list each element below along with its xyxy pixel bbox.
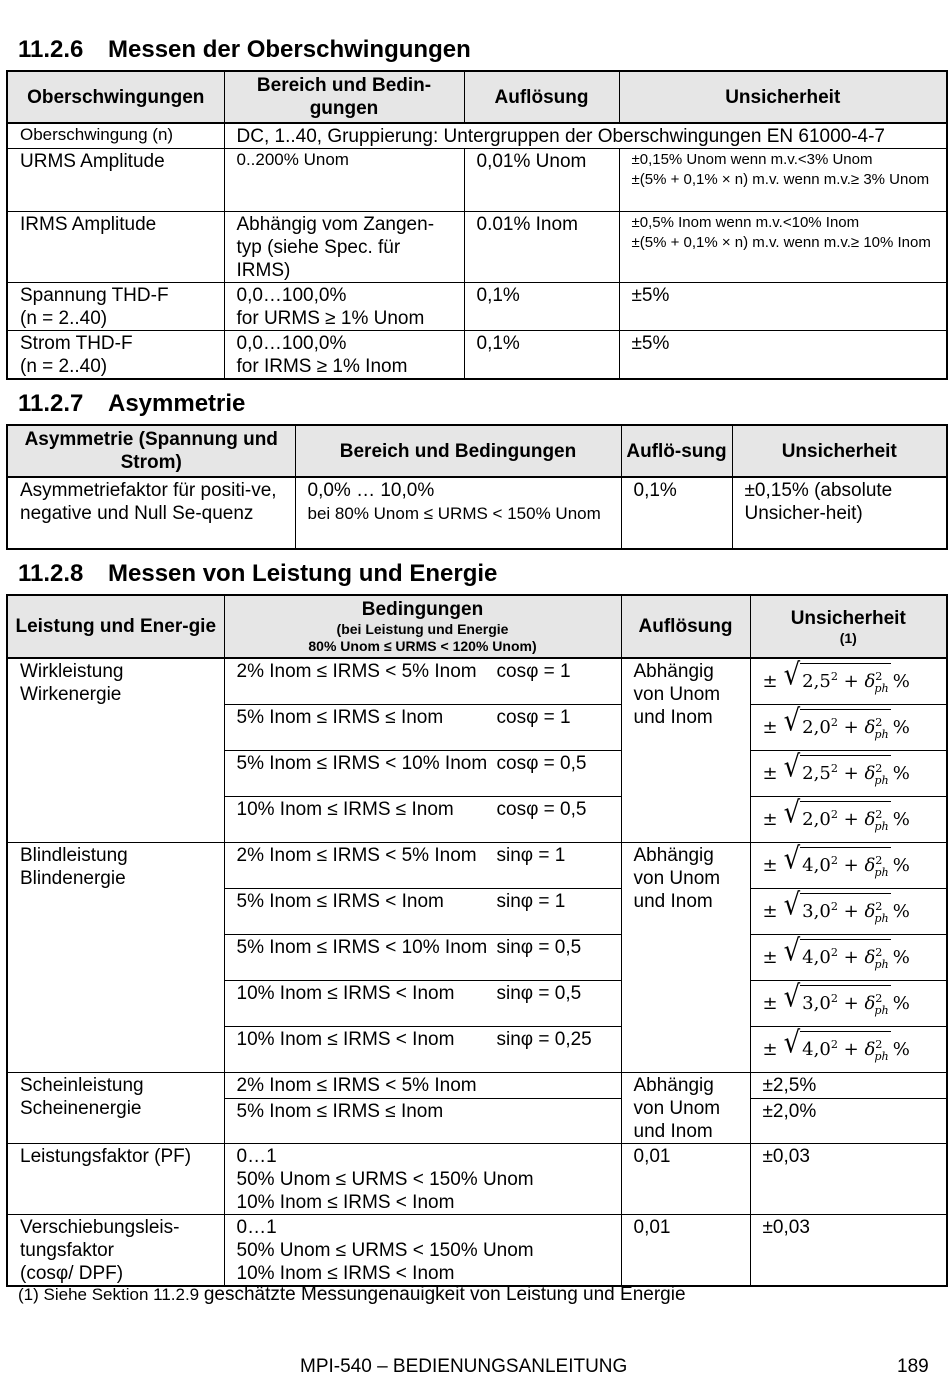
- section-heading-harmonics: [18, 36, 471, 64]
- exponent: 2: [875, 992, 883, 1006]
- exponent: 2: [875, 900, 883, 914]
- footnote: [18, 1284, 686, 1306]
- cell: [295, 477, 621, 549]
- radicand: [800, 893, 891, 930]
- header-subline: (bei Leistung und Energie: [336, 621, 509, 637]
- percent-sign: %: [892, 947, 910, 968]
- cell: ±5%: [619, 283, 947, 331]
- column-header: Auflö-sung: [621, 425, 732, 477]
- cell: IRMS Amplitude: [7, 212, 224, 283]
- section-number: 11.2.6: [18, 36, 84, 63]
- cell-line: 50% Unom ≤ URMS < 150% Unom: [236, 1239, 534, 1261]
- exponent: 2: [875, 716, 883, 730]
- percent-sign: %: [892, 993, 910, 1014]
- table-header-row: [7, 595, 947, 658]
- cell: 0.01% Inom: [464, 212, 619, 283]
- delta-subscript: ph: [874, 819, 889, 833]
- uncertainty-value: 2,5: [802, 671, 831, 693]
- cell: [750, 980, 947, 1026]
- square-root: [783, 658, 891, 700]
- exponent: 2: [830, 716, 838, 730]
- uncertainty-formula: [762, 934, 910, 976]
- cell: [621, 842, 750, 1072]
- square-root: [783, 750, 891, 792]
- radical-icon: √: [783, 704, 801, 739]
- exponent: 2: [875, 1038, 883, 1052]
- radicand: [800, 985, 891, 1022]
- cell-line: for IRMS ≥ 1% Inom: [236, 356, 408, 377]
- cell: 0,1%: [464, 283, 619, 331]
- delta-symbol: δ: [864, 855, 876, 877]
- plus-minus-sign: ±: [762, 855, 778, 876]
- plus-sign: +: [837, 947, 865, 969]
- cell: [224, 331, 464, 380]
- radicand: [800, 801, 891, 838]
- uncertainty-value: 2,0: [802, 809, 831, 831]
- cell-line: Verschiebungsleis-: [20, 1216, 180, 1238]
- phase-condition: cosφ = 0,5: [496, 752, 587, 774]
- radical-icon: √: [783, 796, 801, 831]
- cell: [750, 934, 947, 980]
- cell-line: 0,0…100,0%: [236, 285, 347, 306]
- plus-sign: +: [837, 763, 865, 785]
- condition: [237, 936, 615, 959]
- current-range: 5% Inom ≤ IRMS < 10% Inom: [236, 752, 488, 774]
- table-header-row: [7, 425, 947, 477]
- cell: [224, 704, 621, 750]
- uncertainty-value: 2,5: [802, 763, 831, 785]
- condition: [237, 660, 615, 683]
- cell: DC, 1..40, Gruppierung: Untergruppen der Oberschwingungen EN 61000-4-7: [224, 123, 947, 149]
- current-range: 10% Inom ≤ IRMS < Inom: [236, 1028, 455, 1050]
- current-range: 2% Inom ≤ IRMS < 5% Inom: [236, 844, 477, 866]
- delta-symbol: δ: [864, 671, 876, 693]
- cell-line: Scheinenergie: [20, 1097, 142, 1119]
- cell-line: Scheinleistung: [20, 1074, 144, 1096]
- plus-minus-sign: ±: [762, 717, 778, 738]
- delta-subscript: ph: [874, 911, 889, 925]
- cell: ±0,15% (absolute Unsicher-heit): [732, 477, 947, 549]
- exponent: 2: [830, 670, 838, 684]
- radical-icon: √: [783, 842, 801, 877]
- cell-line: Abhängig: [633, 844, 714, 866]
- square-root: [783, 704, 891, 746]
- cell: [619, 212, 947, 283]
- plus-sign: +: [837, 855, 865, 877]
- cell: ±2,5%: [750, 1072, 947, 1098]
- power-energy-table: [6, 594, 948, 1287]
- asymmetry-table: [6, 424, 948, 550]
- exponent: 2: [875, 808, 883, 822]
- radical-icon: √: [783, 1026, 801, 1061]
- delta-symbol: δ: [864, 717, 876, 739]
- radicand: [800, 755, 891, 792]
- delta-subscript: ph: [874, 957, 889, 971]
- plus-sign: +: [837, 901, 865, 923]
- plus-minus-sign: ±: [762, 947, 778, 968]
- radicand: [800, 847, 891, 884]
- delta-symbol: δ: [864, 809, 876, 831]
- column-header: Asymmetrie (Spannung und Strom): [7, 425, 295, 477]
- column-header: Auflösung: [621, 595, 750, 658]
- plus-minus-sign: ±: [762, 901, 778, 922]
- cell-line: Wirkenergie: [20, 684, 122, 705]
- column-header: Auflösung: [464, 71, 619, 123]
- current-range: 2% Inom ≤ IRMS < 5% Inom: [236, 661, 477, 682]
- section-number: 11.2.8: [18, 560, 84, 587]
- phase-condition: sinφ = 1: [496, 890, 566, 912]
- cell: [750, 842, 947, 888]
- footnote-ref: (1) Siehe Sektion 11.2.9: [18, 1285, 204, 1304]
- radical-icon: √: [783, 980, 801, 1015]
- cell: [224, 842, 621, 888]
- cell: [224, 934, 621, 980]
- exponent: 2: [830, 854, 838, 868]
- cell: Leistungsfaktor (PF): [7, 1143, 224, 1214]
- cell: ±2,0%: [750, 1098, 947, 1143]
- radicand: [800, 709, 891, 746]
- section-number: 11.2.7: [18, 390, 84, 417]
- cell: [224, 658, 621, 704]
- exponent: 2: [830, 1038, 838, 1052]
- cell: URMS Amplitude: [7, 149, 224, 212]
- uncertainty-value: 2,0: [802, 717, 831, 739]
- header-subline: 80% Unom ≤ URMS < 120% Unom): [308, 638, 537, 654]
- condition: [237, 752, 615, 775]
- percent-sign: %: [892, 901, 910, 922]
- section-heading-asymmetry: [18, 390, 245, 418]
- cell-line: Blindleistung: [20, 844, 128, 866]
- cell: [619, 149, 947, 212]
- table-row: [7, 477, 947, 549]
- exponent: 2: [830, 762, 838, 776]
- cell: [224, 1026, 621, 1072]
- cell: 0,01: [621, 1143, 750, 1214]
- table-row: [7, 212, 947, 283]
- plus-sign: +: [837, 809, 865, 831]
- cell-line: ±(5% + 0,1% × n) m.v. wenn m.v.≥ 10% Inom: [631, 234, 931, 251]
- exponent: 2: [875, 854, 883, 868]
- cell-line: Strom THD-F: [20, 333, 133, 354]
- power-table-body: [7, 658, 947, 1286]
- square-root: [783, 934, 891, 976]
- percent-sign: %: [892, 855, 910, 876]
- cell-line: und Inom: [633, 890, 713, 912]
- cell: [224, 980, 621, 1026]
- cell-line: ±0,15% Unom wenn m.v.<3% Unom: [631, 151, 873, 168]
- uncertainty-value: 4,0: [802, 1039, 831, 1061]
- cell: 2% Inom ≤ IRMS < 5% Inom: [224, 1072, 621, 1098]
- condition: [237, 982, 615, 1005]
- header-line: Unsicherheit: [790, 607, 906, 629]
- column-header: Unsicherheit: [619, 71, 947, 123]
- uncertainty-formula: [762, 750, 910, 792]
- radicand: [800, 663, 891, 700]
- cell: Asymmetriefaktor für positi-ve, negative und Null Se-quenz: [7, 477, 295, 549]
- cell-line: und Inom: [633, 707, 713, 728]
- cell: [7, 842, 224, 1072]
- current-range: 5% Inom ≤ IRMS < Inom: [236, 890, 444, 912]
- uncertainty-formula: [762, 796, 910, 838]
- uncertainty-value: 4,0: [802, 947, 831, 969]
- plus-sign: +: [837, 1039, 865, 1061]
- header-line: Bedingungen: [361, 599, 484, 620]
- cell-line: 0,0% … 10,0%: [307, 480, 435, 501]
- condition: [237, 798, 615, 821]
- column-header: Bereich und Bedin-gungen: [224, 71, 464, 123]
- table-row: [7, 123, 947, 149]
- uncertainty-formula: [762, 658, 910, 700]
- plus-minus-sign: ±: [762, 671, 778, 693]
- radical-icon: √: [783, 888, 801, 923]
- uncertainty-formula: [762, 1026, 910, 1068]
- cell-line: (n = 2..40): [20, 308, 108, 329]
- current-range: 5% Inom ≤ IRMS < 10% Inom: [236, 936, 488, 958]
- current-range: 10% Inom ≤ IRMS ≤ Inom: [236, 798, 454, 820]
- exponent: 2: [875, 670, 883, 684]
- delta-subscript: ph: [874, 773, 889, 787]
- cell-line: bei 80% Unom ≤ URMS < 150% Unom: [307, 504, 601, 523]
- delta-subscript: ph: [874, 727, 889, 741]
- phase-condition: cosφ = 1: [496, 706, 571, 728]
- square-root: [783, 888, 891, 930]
- cell-line: Wirkleistung: [20, 661, 124, 682]
- square-root: [783, 980, 891, 1022]
- square-root: [783, 842, 891, 884]
- column-header: [750, 595, 947, 658]
- exponent: 2: [875, 762, 883, 776]
- footnote-text: geschätzte Messungenauigkeit von Leistung und Energie: [203, 1284, 686, 1305]
- current-range: 5% Inom ≤ IRMS ≤ Inom: [236, 706, 444, 728]
- square-root: [783, 796, 891, 838]
- radicand: [800, 1031, 891, 1068]
- cell: [7, 331, 224, 380]
- cell: Oberschwingung (n): [7, 123, 224, 149]
- cell: 0,01% Unom: [464, 149, 619, 212]
- delta-symbol: δ: [864, 993, 876, 1015]
- cell: [224, 1214, 621, 1286]
- condition: [237, 706, 615, 729]
- table-row: [7, 1072, 947, 1098]
- delta-subscript: ph: [874, 1049, 889, 1063]
- cell: ±0,03: [750, 1143, 947, 1214]
- table-row: [7, 658, 947, 704]
- uncertainty-value: 3,0: [802, 993, 831, 1015]
- table-header-row: [7, 71, 947, 123]
- delta-subscript: ph: [874, 682, 889, 696]
- plus-minus-sign: ±: [762, 993, 778, 1014]
- table-row: [7, 283, 947, 331]
- delta-symbol: δ: [864, 763, 876, 785]
- cell: 0..200% Unom: [224, 149, 464, 212]
- cell: [224, 796, 621, 842]
- section-title: Messen von Leistung und Energie: [108, 560, 498, 587]
- cell: [750, 658, 947, 704]
- cell: [224, 283, 464, 331]
- cell-line: tungsfaktor: [20, 1239, 114, 1261]
- cell: 0,01: [621, 1214, 750, 1286]
- uncertainty-formula: [762, 842, 910, 884]
- exponent: 2: [830, 900, 838, 914]
- uncertainty-formula: [762, 704, 910, 746]
- radical-icon: √: [783, 658, 801, 693]
- condition: [237, 844, 615, 867]
- cell: [224, 1143, 621, 1214]
- cell-line: von Unom: [633, 867, 721, 889]
- cell: [7, 658, 224, 842]
- phase-condition: sinφ = 0,5: [496, 936, 582, 958]
- cell-line: ±(5% + 0,1% × n) m.v. wenn m.v.≥ 3% Unom: [631, 171, 930, 188]
- uncertainty-formula: [762, 980, 910, 1022]
- radical-icon: √: [783, 934, 801, 969]
- current-range: 10% Inom ≤ IRMS < Inom: [236, 982, 455, 1004]
- cell-line: ±0,5% Inom wenn m.v.<10% Inom: [631, 214, 860, 231]
- cell: [621, 1072, 750, 1143]
- delta-symbol: δ: [864, 947, 876, 969]
- phase-condition: sinφ = 0,25: [496, 1028, 592, 1050]
- cell: [750, 1026, 947, 1072]
- table-row: [7, 1214, 947, 1286]
- table-row: [7, 331, 947, 380]
- exponent: 2: [830, 946, 838, 960]
- column-header: Bereich und Bedingungen: [295, 425, 621, 477]
- column-header: Unsicherheit: [732, 425, 947, 477]
- cell-line: 0…1: [236, 1145, 277, 1167]
- column-header: Leistung und Ener-gie: [7, 595, 224, 658]
- delta-symbol: δ: [864, 901, 876, 923]
- phase-condition: cosφ = 1: [496, 661, 571, 682]
- column-header: Oberschwingungen: [7, 71, 224, 123]
- delta-symbol: δ: [864, 1039, 876, 1061]
- radicand: [800, 939, 891, 976]
- radical-icon: √: [783, 750, 801, 785]
- cell-line: 0,0…100,0%: [236, 333, 347, 354]
- cell: [750, 704, 947, 750]
- cell: [224, 888, 621, 934]
- square-root: [783, 1026, 891, 1068]
- cell-line: von Unom: [633, 1097, 721, 1119]
- table-row: [7, 842, 947, 888]
- cell-line: und Inom: [633, 1120, 713, 1142]
- exponent: 2: [830, 808, 838, 822]
- uncertainty-value: 3,0: [802, 901, 831, 923]
- page-number: 189: [897, 1356, 929, 1377]
- plus-sign: +: [837, 993, 865, 1015]
- cell: [750, 888, 947, 934]
- condition: [237, 1028, 615, 1051]
- cell: 0,1%: [464, 331, 619, 380]
- cell-line: for URMS ≥ 1% Unom: [236, 308, 425, 329]
- plus-minus-sign: ±: [762, 809, 778, 830]
- cell-line: (n = 2..40): [20, 356, 108, 377]
- exponent: 2: [830, 992, 838, 1006]
- uncertainty-formula: [762, 888, 910, 930]
- column-header: [224, 595, 621, 658]
- percent-sign: %: [892, 809, 910, 830]
- percent-sign: %: [892, 1039, 910, 1060]
- cell-line: Blindenergie: [20, 867, 126, 889]
- cell: [7, 1072, 224, 1143]
- delta-subscript: ph: [874, 1003, 889, 1017]
- cell: ±5%: [619, 331, 947, 380]
- cell: 0,1%: [621, 477, 732, 549]
- exponent: 2: [875, 946, 883, 960]
- cell-line: Abhängig: [633, 1074, 714, 1096]
- section-title: Asymmetrie: [108, 390, 246, 417]
- cell: [7, 283, 224, 331]
- cell-line: 10% Inom ≤ IRMS < Inom: [236, 1262, 455, 1284]
- plus-sign: +: [837, 717, 865, 739]
- phase-condition: sinφ = 1: [496, 844, 566, 866]
- uncertainty-value: 4,0: [802, 855, 831, 877]
- cell: [224, 750, 621, 796]
- plus-minus-sign: ±: [762, 763, 778, 784]
- cell: [7, 1214, 224, 1286]
- cell: [750, 750, 947, 796]
- cell-line: 10% Inom ≤ IRMS < Inom: [236, 1191, 455, 1213]
- percent-sign: %: [892, 763, 910, 784]
- percent-sign: %: [892, 717, 910, 738]
- cell: [750, 796, 947, 842]
- cell-line: Abhängig: [633, 661, 714, 682]
- table-row: [7, 1143, 947, 1214]
- cell-line: (cosφ/ DPF): [20, 1262, 124, 1284]
- cell-line: 0…1: [236, 1216, 277, 1238]
- cell-line: Spannung THD-F: [20, 285, 169, 306]
- footer-title: MPI-540 – BEDIENUNGSANLEITUNG: [300, 1356, 628, 1377]
- phase-condition: cosφ = 0,5: [496, 798, 587, 820]
- plus-minus-sign: ±: [762, 1039, 778, 1060]
- section-heading-power: [18, 560, 497, 588]
- harmonics-table: [6, 70, 948, 380]
- header-subline: (1): [839, 629, 857, 646]
- delta-subscript: ph: [874, 865, 889, 879]
- cell: [621, 658, 750, 842]
- section-title: Messen der Oberschwingungen: [108, 36, 471, 63]
- phase-condition: sinφ = 0,5: [496, 982, 582, 1004]
- cell-line: 50% Unom ≤ URMS < 150% Unom: [236, 1168, 534, 1190]
- cell: 5% Inom ≤ IRMS ≤ Inom: [224, 1098, 621, 1143]
- plus-sign: +: [837, 671, 865, 693]
- table-row: [7, 149, 947, 212]
- cell-line: von Unom: [633, 684, 721, 705]
- condition: [237, 890, 615, 913]
- percent-sign: %: [892, 671, 910, 693]
- cell: ±0,03: [750, 1214, 947, 1286]
- cell: Abhängig vom Zangen-typ (siehe Spec. für IRMS): [224, 212, 464, 283]
